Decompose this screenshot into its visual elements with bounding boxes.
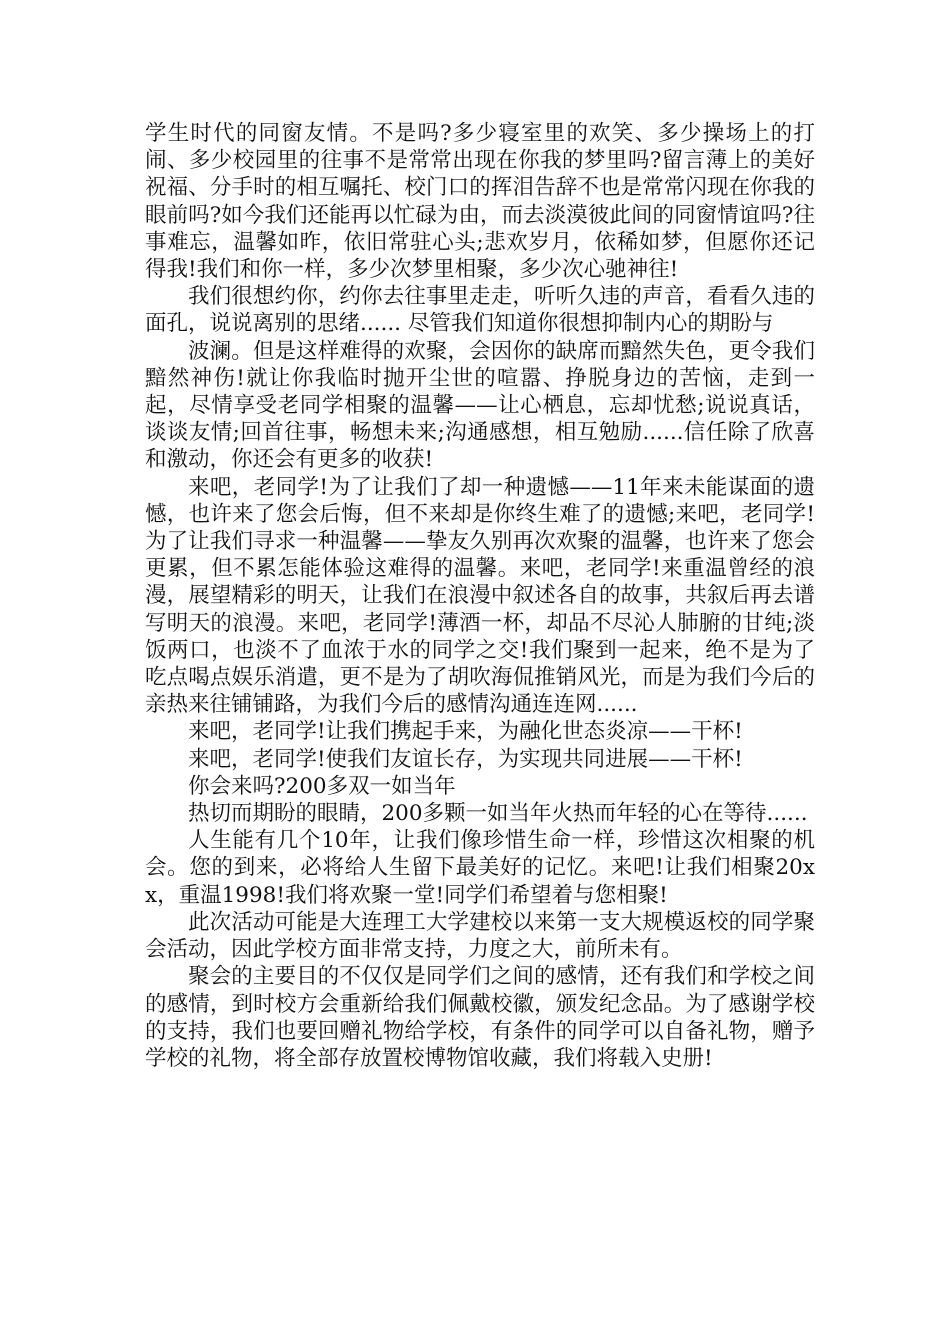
paragraph-9: 人生能有几个10年，让我们像珍惜生命一样，珍惜这次相聚的机会。您的到来，必将给人生留下最美好的记忆。来吧!让我们相聚20xx，重温1998!我们将欢聚一堂!同学们希望着与您相聚! [145, 828, 815, 908]
paragraph-8: 热切而期盼的眼睛，200多颗一如当年火热而年轻的心在等待...... [188, 801, 808, 827]
paragraph-3: 波澜。但是这样难得的欢聚，会因你的缺席而黯然失色，更令我们黯然神伤!就让你我临时抛开尘世的喧嚣、挣脱身边的苦恼，走到一起，尽情享受老同学相聚的温馨——让心栖息，忘却忧愁;说说真话，谈谈友情;回首往事，畅想未来;沟通感想，相互勉励......信任除了欣喜和激动，你还会有更多的收获! [145, 338, 815, 473]
document-page [145, 120, 815, 1072]
paragraph-5: 来吧，老同学!让我们携起手来，为融化世态炎凉——干杯! [188, 719, 743, 745]
paragraph-4: 来吧，老同学!为了让我们了却一种遗憾——11年来未能谋面的遗憾，也许来了您会后悔，但不来却是你终生难了的遗憾;来吧，老同学!为了让我们寻求一种温馨——挚友久别再次欢聚的温馨，也许来了您会更累，但不累怎能体验这难得的温馨。来吧，老同学!来重温曾经的浪漫，展望精彩的明天，让我们在浪漫中叙述各自的故事，共叙后再去谱写明天的浪漫。来吧，老同学!薄酒一杯，却品不尽沁人肺腑的甘纯;淡饭两口，也淡不了血浓于水的同学之交!我们聚到一起来，绝不是为了吃点喝点娱乐消遣，更不是为了胡吹海侃推销风光，而是为我们今后的亲热来往铺铺路，为我们今后的感情沟通连连网...... [145, 474, 815, 718]
paragraph-1: 学生时代的同窗友情。不是吗?多少寝室里的欢笑、多少操场上的打闹、多少校园里的往事不是常常出现在你我的梦里吗?留言薄上的美好祝福、分手时的相互嘱托、校门口的挥泪告辞不也是常常闪现在你我的眼前吗?如今我们还能再以忙碌为由，而去淡漠彼此间的同窗情谊吗?往事难忘，温馨如昨，依旧常驻心头;悲欢岁月，依稀如梦，但愿你还记得我!我们和你一样，多少次梦里相聚，多少次心驰神往! [145, 121, 815, 283]
paragraph-7: 你会来吗?200多双一如当年 [188, 773, 456, 799]
paragraph-10: 此次活动可能是大连理工大学建校以来第一支大规模返校的同学聚会活动，因此学校方面非常支持，力度之大，前所未有。 [145, 909, 815, 963]
paragraph-6: 来吧，老同学!使我们友谊长存，为实现共同进展——干杯! [188, 746, 743, 772]
paragraph-2: 我们很想约你，约你去往事里走走，听听久违的声音，看看久违的面孔，说说离别的思绪...... 尽管我们知道你很想抑制内心的期盼与 [145, 284, 815, 337]
paragraph-11: 聚会的主要目的不仅仅是同学们之间的感情，还有我们和学校之间的感情，到时校方会重新给我们佩戴校徽，颁发纪念品。为了感谢学校的支持，我们也要回赠礼物给学校，有条件的同学可以自备礼物，赠予学校的礼物，将全部存放置校博物馆收藏，我们将载入史册! [145, 964, 815, 1071]
